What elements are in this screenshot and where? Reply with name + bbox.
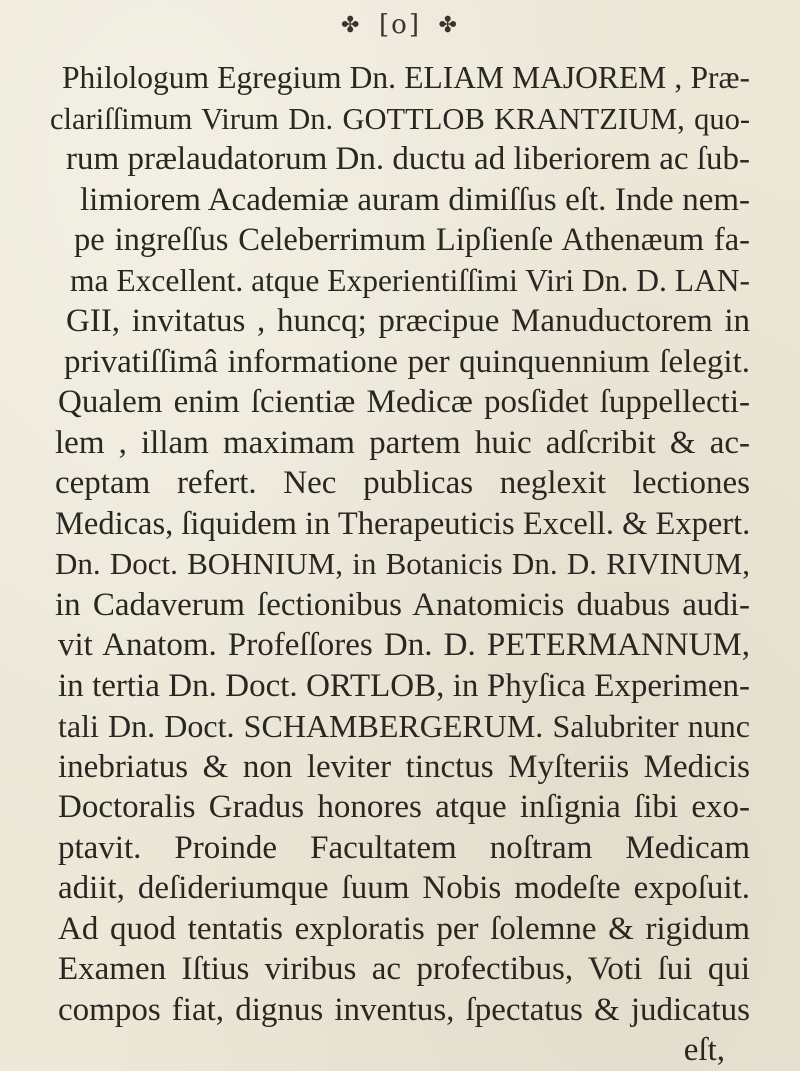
body-text xyxy=(50,58,750,1071)
text-line: in tertia Dn. Doct. ORTLOB, in Phyſica Experimen- xyxy=(58,667,750,704)
text-line: lem , illam maximam partem huic adſcribit & ac- xyxy=(55,424,750,461)
text-line: Dn. Doct. BOHNIUM, in Botanicis Dn. D. RIVINUM, xyxy=(55,546,750,581)
text-line: Ad quod tentatis exploratis per ſolemne & rigidum xyxy=(58,910,750,947)
ornament-right-icon: ✤ xyxy=(438,12,459,38)
text-line: ceptam refert. Nec publicas neglexit lectiones xyxy=(55,465,750,501)
text-line: Doctoralis Gradus honores atque inſignia ſibi exo- xyxy=(58,789,750,825)
text-line: inebriatus & non leviter tinctus Myſteriis Medicis xyxy=(58,748,750,785)
text-line: compos fiat, dignus inventus, ſpectatus & judicatus xyxy=(58,991,750,1028)
text-line: rum prælaudatorum Dn. ductu ad liberiorem ac ſub- xyxy=(66,141,750,177)
text-line: Examen Iſtius viribus ac profectibus, Voti ſui qui xyxy=(58,951,750,987)
text-line: Qualem enim ſcientiæ Medicæ posſidet ſuppellecti- xyxy=(58,384,750,420)
catchword: eſt, xyxy=(683,1032,725,1068)
text-line: tali Dn. Doct. SCHAMBERGERUM. Salubriter nunc xyxy=(58,708,750,744)
ornament-left-icon: ✤ xyxy=(341,12,362,38)
text-line: in Cadaverum ſectionibus Anatomicis duabus audi- xyxy=(55,586,750,623)
text-line: GII, invitatus , huncq; præcipue Manuductorem in xyxy=(66,303,750,339)
text-line: clariſſimum Virum Dn. GOTTLOB KRANTZIUM, quo- xyxy=(50,101,750,136)
text-line: privatiſſimâ informatione per quinquennium ſelegit. xyxy=(64,343,750,380)
text-line: limiorem Academiæ auram dimiſſus eſt. Inde nem- xyxy=(80,181,750,218)
text-line: vit Anatom. Profeſſores Dn. D. PETERMANNUM, xyxy=(58,627,750,663)
text-line: Medicas, ſiquidem in Therapeuticis Excell. & Expert. xyxy=(55,505,751,542)
text-line: pe ingreſſus Celeberrimum Lipſienſe Athenæum fa- xyxy=(74,222,750,258)
text-line: ma Excellent. atque Experientiſſimi Viri Dn. D. LAN- xyxy=(70,262,750,298)
text-line: ptavit. Proinde Facultatem noſtram Medicam xyxy=(58,829,750,866)
page-number: [o] xyxy=(379,10,421,40)
text-line: Philologum Egregium Dn. ELIAM MAJOREM , Præ- xyxy=(62,60,750,95)
text-line: adiit, deſideriumque ſuum Nobis modeſte expoſuit. xyxy=(58,870,750,906)
page-header xyxy=(0,6,800,41)
